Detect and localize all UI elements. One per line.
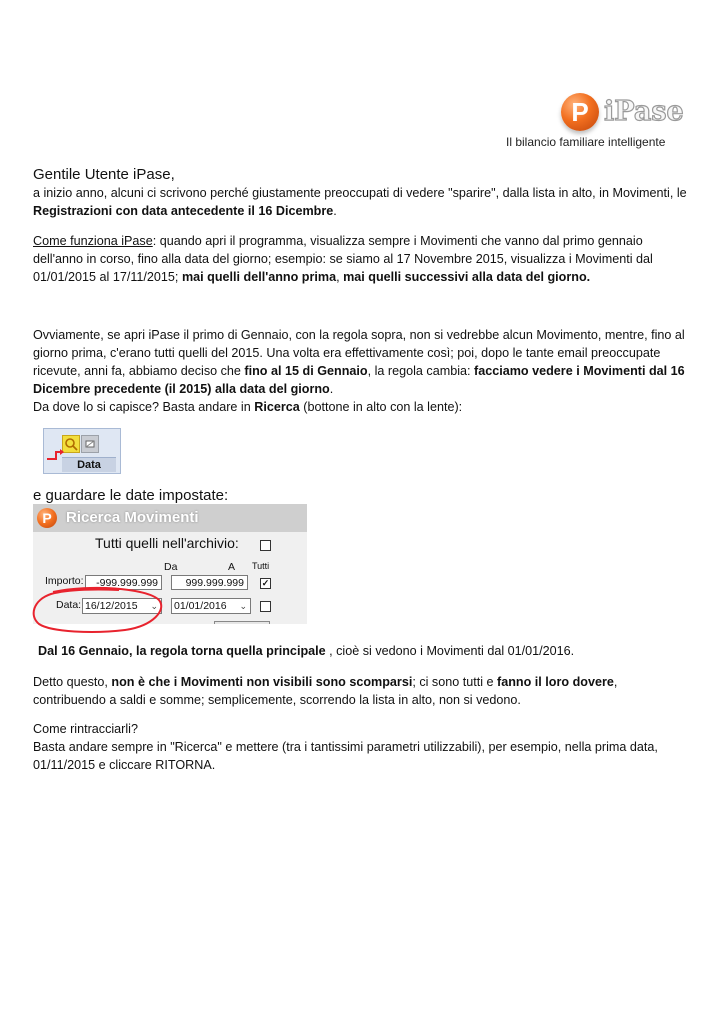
bold-text: facciamo vedere i Movimenti dal 16 Dicembre precedente (il 2015) alla data del giorno <box>33 364 685 396</box>
text: ; ci sono tutti e <box>412 675 498 689</box>
ipase-app-icon: P <box>37 508 57 528</box>
bold-text: fino al 15 di Gennaio <box>244 364 368 378</box>
importo-label: Importo: <box>45 575 84 587</box>
text: a inizio anno, alcuni ci scrivono perché giustamente preoccupati di vedere "sparire", dalla lista in alto, in Movimenti, le <box>33 186 687 200</box>
data-a-value: 01/01/2016 <box>174 600 227 612</box>
ritorna-button[interactable] <box>214 621 270 624</box>
chevron-down-icon: ⌄ <box>150 601 158 611</box>
paragraph-intro <box>33 184 693 220</box>
text: Come rintracciarli? <box>33 722 138 736</box>
text: , la regola cambia: <box>367 364 474 378</box>
bold-text: non è che i Movimenti non visibili sono scomparsi <box>111 675 413 689</box>
text: Basta andare sempre in "Ricerca" e mettere (tra i tantissimi parametri utilizzabili), per esempio, nella prima data, 01/11/2015 e cliccare RITORNA. <box>33 740 658 772</box>
all-archive-checkbox[interactable] <box>260 540 271 551</box>
red-circle-annotation <box>29 586 169 636</box>
bold-text: fanno il loro dovere <box>497 675 614 689</box>
look-dates-heading: e guardare le date impostate: <box>33 487 229 504</box>
data-da-value: 16/12/2015 <box>85 600 138 612</box>
ipase-logo-text: iPase <box>604 96 684 127</box>
eraser-button[interactable] <box>81 435 99 453</box>
text: Detto questo, <box>33 675 112 689</box>
column-tutti: Tutti <box>252 561 270 571</box>
paragraph-how-it-works <box>33 232 693 286</box>
data-label: Data: <box>56 599 82 611</box>
text: Ovviamente, se apri iPase il primo di Gennaio, con la regola sopra, non si vedrebbe alcun Movimento, mentre, fino al giorno prima, c'erano tutti quelli del 2015. Una volta era effettivamente così; poi, dopo le tante email preoccupate ricevute, anni fa, abbiamo deciso che <box>33 328 685 378</box>
text: : quando apri il programma, visualizza sempre i Movimenti che vanno dal primo gennaio dell'anno in corso, fino alla data del giorno; esempio: se siamo al 17 Novembre 2015, visualizza i Movimenti dal 01/01/2015 al 17/11/2015; <box>33 234 653 284</box>
toolbar-group-label: Data <box>62 457 116 472</box>
eraser-icon <box>82 436 98 452</box>
tagline: Il bilancio familiare intelligente <box>506 135 666 149</box>
text: (bottone in alto con la lente): <box>299 400 463 414</box>
data-tutti-checkbox[interactable] <box>260 601 271 612</box>
paragraph-not-disappeared <box>33 673 693 709</box>
bold-text: Ricerca <box>254 400 300 414</box>
text: , contribuendo a saldi e somme; semplicemente, scorrendo la lista in alto, non si vedono. <box>33 675 618 707</box>
importo-tutti-checkbox[interactable]: ✓ <box>261 578 270 588</box>
bold-text: mai quelli dell'anno prima <box>181 270 337 284</box>
bold-text: Dal 16 Gennaio, la regola torna quella principale <box>38 644 326 658</box>
chevron-down-icon: ⌄ <box>239 601 247 611</box>
toolbar-snippet <box>43 428 121 474</box>
ipase-logo-icon: P <box>561 93 599 131</box>
bold-text: mai quelli successivi alla data del giorno. <box>343 270 591 284</box>
column-a: A <box>228 561 236 573</box>
paragraph-how-to-find <box>33 720 693 774</box>
column-da: Da <box>164 561 178 573</box>
bold-text: Registrazioni con data antecedente il 16 Dicembre <box>33 204 334 218</box>
text: , cioè si vedono i Movimenti dal 01/01/2016. <box>325 644 575 658</box>
greeting: Gentile Utente iPase, <box>33 166 175 183</box>
text: , <box>336 270 344 284</box>
paragraph-after-16-january <box>38 642 698 660</box>
dialog-title: Ricerca Movimenti <box>66 509 199 526</box>
data-a-select[interactable] <box>171 598 251 614</box>
text: Da dove lo si capisce? Basta andare in <box>33 400 255 414</box>
importo-a-input[interactable]: 999.999.999 <box>171 575 248 590</box>
importo-da-input[interactable]: -999.999.999 <box>85 575 162 590</box>
text: . <box>333 204 337 218</box>
paragraph-rule <box>33 326 693 416</box>
underlined-text: Come funziona iPase <box>33 234 153 248</box>
text: . <box>329 382 334 396</box>
all-archive-label: Tutti quelli nell'archivio: <box>95 535 239 551</box>
dialog-titlebar <box>33 504 307 532</box>
